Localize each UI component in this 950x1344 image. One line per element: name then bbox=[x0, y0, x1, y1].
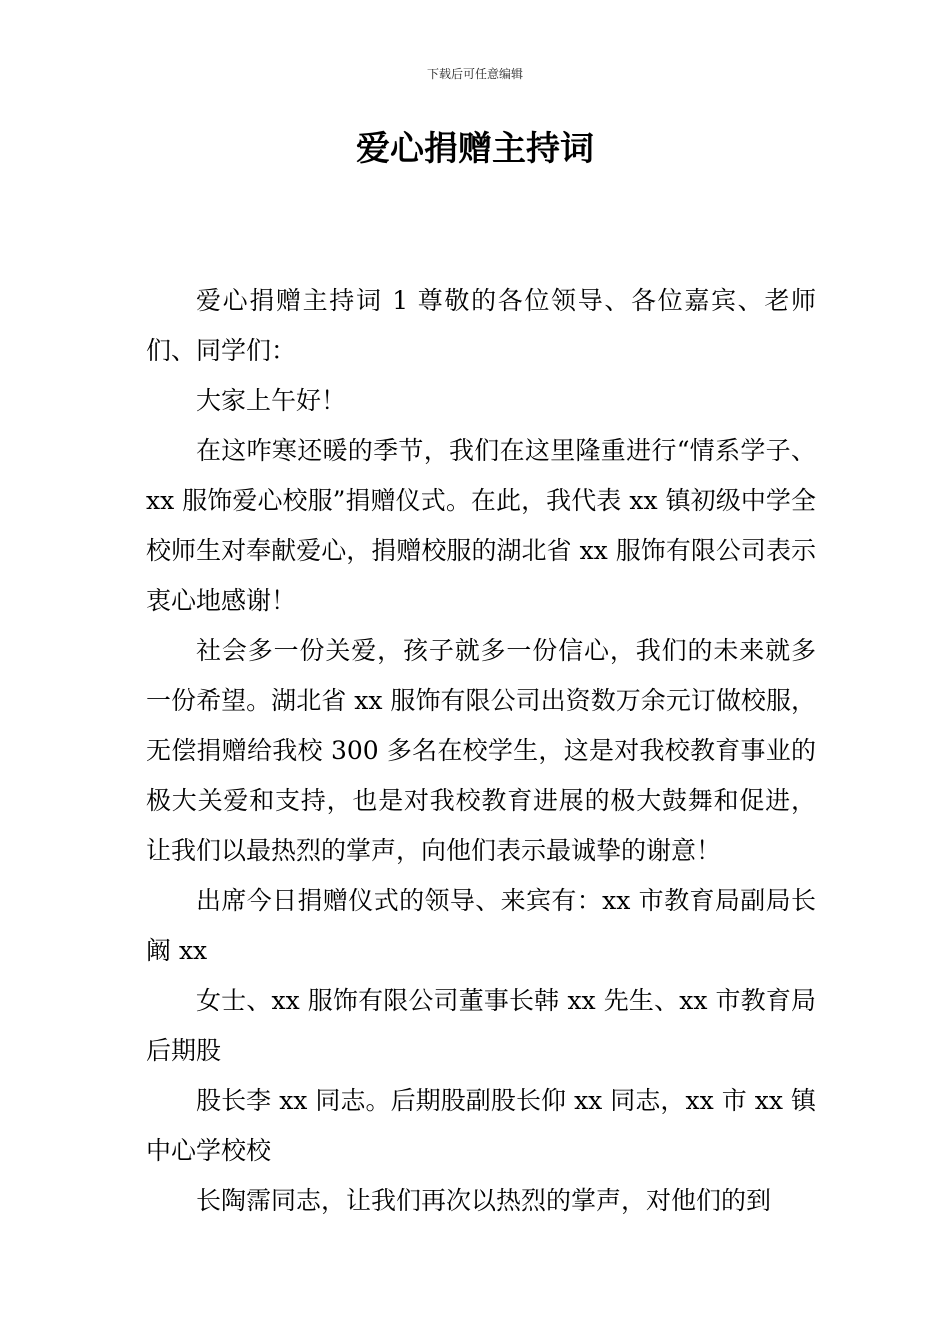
paragraph: 股长李 xx 同志。后期股副股长仰 xx 同志，xx 市 xx 镇中心学校校 bbox=[146, 1086, 816, 1165]
paragraph: 爱心捐赠主持词 1 尊敬的各位领导、各位嘉宾、老师们、同学们： bbox=[146, 286, 816, 365]
paragraph: 出席今日捐赠仪式的领导、来宾有：xx 市教育局副局长阚 xx bbox=[146, 886, 816, 965]
paragraph: 社会多一份关爱，孩子就多一份信心，我们的未来就多一份希望。湖北省 xx 服饰有限公司出资数万余元订做校服，无偿捐赠给我校 300 多名在校学生，这是对我校教育事业的极大关爱和支持，也是对我校教育进展的极大鼓舞和促进，让我们以最热烈的掌声，向他们表示最诚挚的谢意！ bbox=[146, 636, 816, 865]
document-body bbox=[146, 276, 816, 1226]
header-note: 下载后可任意编辑 bbox=[426, 67, 523, 81]
paragraph: 大家上午好！ bbox=[196, 386, 347, 415]
document-title: 爱心捐赠主持词 bbox=[356, 129, 594, 169]
paragraph: 女士、xx 服饰有限公司董事长韩 xx 先生、xx 市教育局后期股 bbox=[146, 986, 816, 1065]
paragraph: 长陶霈同志，让我们再次以热烈的掌声，对他们的到 bbox=[196, 1186, 772, 1215]
paragraph: 在这咋寒还暖的季节，我们在这里隆重进行“情系学子、xx 服饰爱心校服”捐赠仪式。在此，我代表 xx 镇初级中学全校师生对奉献爱心，捐赠校服的湖北省 xx 服饰有限公司表示衷心地感谢！ bbox=[146, 436, 816, 615]
